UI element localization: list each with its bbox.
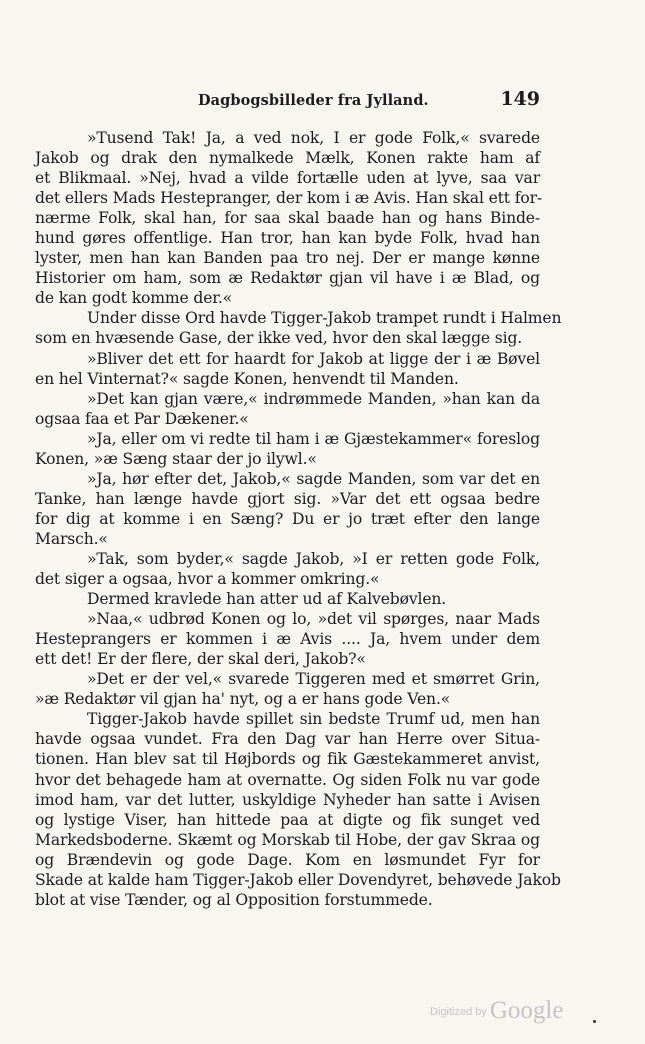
text-line: havde ogsaa vundet. Fra den Dag var han Herre over Situa- xyxy=(35,730,540,749)
text-line: tionen. Han blev sat til Højbords og fik Gæstekammeret anvist, xyxy=(35,750,540,769)
text-line: »Ja, eller om vi redte til ham i æ Gjæstekammer« foreslog xyxy=(87,429,540,448)
text-line: »Det kan gjan være,« indrømmede Manden, »han kan da xyxy=(87,389,540,408)
ink-speck xyxy=(593,1020,596,1023)
digitized-by-google-watermark xyxy=(430,997,563,1025)
text-line: det ellers Mads Hestepranger, der kom i æ Avis. Han skal ett for- xyxy=(35,189,542,208)
watermark-prefix: Digitized by xyxy=(430,1006,487,1018)
text-line: blot at vise Tænder, og al Opposition forstummede. xyxy=(35,890,433,909)
text-line: Markedsboderne. Skæmt og Morskab til Hobe, der gav Skraa og xyxy=(35,830,540,849)
google-logo: Google xyxy=(489,997,564,1024)
text-line: »Det er der vel,« svarede Tiggeren med et smørret Grin, xyxy=(87,670,540,689)
text-line: hvor det behagede ham at overnatte. Og siden Folk nu var gode xyxy=(35,770,540,789)
text-line: Tanke, han længe havde gjort sig. »Var det ett ogsaa bedre xyxy=(35,489,540,508)
text-line: Under disse Ord havde Tigger-Jakob trampet rundt i Halmen xyxy=(87,309,562,328)
page-header xyxy=(180,86,540,114)
text-line: Konen, »æ Sæng staar der jo ilywl.« xyxy=(35,449,317,468)
page-number: 149 xyxy=(500,88,540,110)
text-line: hund gøres offentlige. Han tror, han kan byde Folk, hvad han xyxy=(35,229,540,248)
body-text xyxy=(35,128,562,910)
text-line: Hesteprangers er kommen i æ Avis .... Ja, hvem under dem xyxy=(35,630,540,649)
text-line: »Ja, hør efter det, Jakob,« sagde Manden, som var det en xyxy=(87,469,540,488)
text-line: de kan godt komme der.« xyxy=(35,289,233,308)
text-line: det siger a ogsaa, hvor a kommer omkring.« xyxy=(35,570,380,589)
text-line: Marsch.« xyxy=(35,529,108,548)
text-line: Tigger-Jakob havde spillet sin bedste Trumf ud, men han xyxy=(87,710,540,729)
text-line: for dig at komme i en Sæng? Du er jo træt efter den lange xyxy=(35,509,540,528)
text-line: Jakob og drak den nymalkede Mælk, Konen rakte ham af xyxy=(35,149,540,168)
text-line: og lystige Viser, han hittede paa at digte og fik sunget ved xyxy=(35,810,540,829)
text-line: Skade at kalde ham Tigger-Jakob eller Dovendyret, behøvede Jakob xyxy=(35,870,561,889)
text-line: »Tusend Tak! Ja, a ved nok, I er gode Folk,« svarede xyxy=(87,129,540,147)
text-line: lyster, men han kan Banden paa tro nej. Der er mange kønne xyxy=(35,249,540,268)
text-line: og Brændevin og gode Dage. Kom en løsmundet Fyr for xyxy=(35,850,540,869)
text-line: imod ham, var det lutter, uskyldige Nyheder han satte i Avisen xyxy=(35,790,540,809)
text-line: »æ Redaktør vil gjan ha' nyt, og a er hans gode Ven.« xyxy=(35,690,451,709)
text-line: som en hvæsende Gase, der ikke ved, hvor den skal lægge sig. xyxy=(35,329,523,348)
text-line: nærme Folk, skal han, for saa skal baade han og hans Binde- xyxy=(35,209,540,228)
text-line: ogsaa faa et Par Dækener.« xyxy=(35,409,249,428)
text-line: ett det! Er der flere, der skal deri, Jakob?« xyxy=(35,650,366,669)
text-line: »Bliver det ett for haardt for Jakob at ligge der i æ Bøvel xyxy=(87,349,540,368)
text-line: »Tak, som byder,« sagde Jakob, »I er retten gode Folk, xyxy=(87,549,540,568)
text-line: et Blikmaal. »Nej, hvad a vilde fortælle uden at lyve, saa var xyxy=(35,169,540,188)
text-line: »Naa,« udbrød Konen og lo, »det vil spørges, naar Mads xyxy=(87,610,540,629)
text-line: en hel Vinternat?« sagde Konen, henvendt til Manden. xyxy=(35,369,459,388)
text-line: Dermed kravlede han atter ud af Kalvebøvlen. xyxy=(87,590,447,609)
text-line: Historier om ham, som æ Redaktør gjan vil have i æ Blad, og xyxy=(35,269,540,288)
running-title: Dagbogsbilleder fra Jylland. xyxy=(198,92,429,109)
